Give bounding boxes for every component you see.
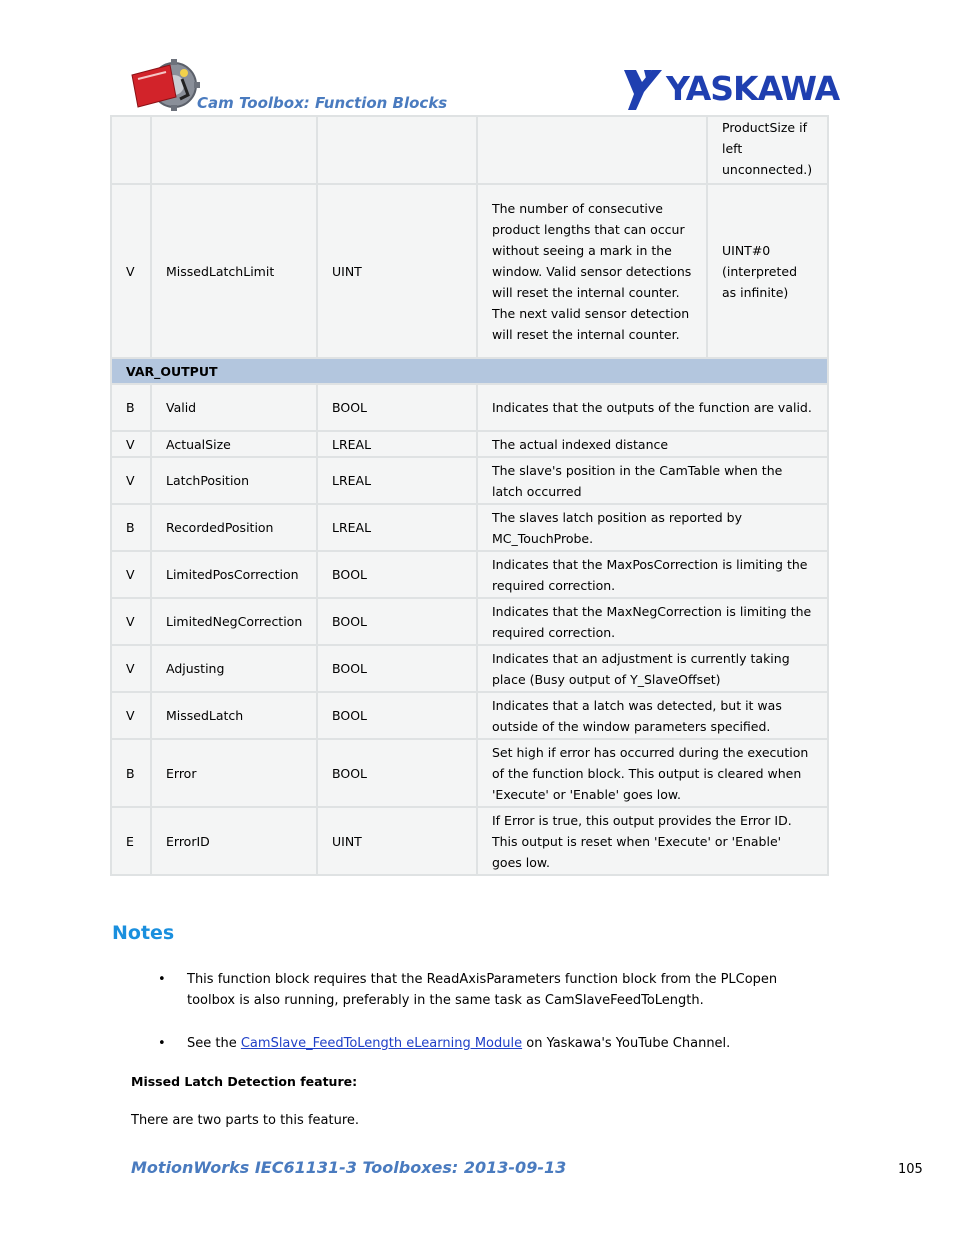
- type-cell: BOOL: [317, 645, 477, 692]
- type-cell: [317, 116, 477, 184]
- description-cell: The slave's position in the CamTable when the latch occurred: [477, 457, 828, 504]
- table-row: [111, 457, 828, 504]
- kind-cell: V: [111, 598, 151, 645]
- type-cell: BOOL: [317, 739, 477, 807]
- type-cell: UINT: [317, 807, 477, 875]
- name-cell: Error: [151, 739, 317, 807]
- note-item-elearning: [187, 1033, 827, 1054]
- document-header-title: Cam Toolbox: Function Blocks: [197, 94, 448, 112]
- bullet-icon: •: [158, 972, 166, 987]
- description-cell: The slaves latch position as reported by MC_TouchProbe.: [477, 504, 828, 551]
- table-row: [111, 551, 828, 598]
- name-cell: ActualSize: [151, 431, 317, 457]
- name-cell: ErrorID: [151, 807, 317, 875]
- kind-cell: [111, 116, 151, 184]
- name-cell: MissedLatchLimit: [151, 184, 317, 358]
- table-row: [111, 431, 828, 457]
- page-number: 105: [898, 1162, 923, 1177]
- table-row: [111, 184, 828, 358]
- name-cell: RecordedPosition: [151, 504, 317, 551]
- section-label: VAR_OUTPUT: [111, 358, 828, 384]
- default-cell: UINT#0 (interpreted as infinite): [707, 184, 828, 358]
- description-cell: Set high if error has occurred during the execution of the function block. This output is cleared when 'Execute' or 'Enable' goes low.: [477, 739, 828, 807]
- kind-cell: V: [111, 645, 151, 692]
- kind-cell: B: [111, 504, 151, 551]
- cam-toolbox-logo-icon: [130, 55, 202, 113]
- name-cell: LimitedNegCorrection: [151, 598, 317, 645]
- description-cell: The number of consecutive product lengths that can occur without seeing a mark in the window. Valid sensor detections will reset the internal counter. The next valid sensor detection will reset the internal counter.: [477, 184, 707, 358]
- note-suffix-text: on Yaskawa's YouTube Channel.: [522, 1036, 731, 1051]
- table-row: [111, 116, 828, 184]
- kind-cell: E: [111, 807, 151, 875]
- elearning-module-link[interactable]: CamSlave_FeedToLength eLearning Module: [240, 1036, 523, 1051]
- yaskawa-logo-icon: [622, 66, 844, 112]
- kind-cell: V: [111, 457, 151, 504]
- type-cell: LREAL: [317, 504, 477, 551]
- type-cell: BOOL: [317, 551, 477, 598]
- kind-cell: V: [111, 551, 151, 598]
- missed-latch-heading: Missed Latch Detection feature:: [131, 1074, 358, 1089]
- note-item-readaxis: This function block requires that the ReadAxisParameters function block from the PLCopen toolbox is also running, preferably in the same task as CamSlaveFeedToLength.: [187, 972, 778, 1008]
- table-row: [111, 692, 828, 739]
- yaskawa-logo-text: YASKAWA: [666, 69, 840, 108]
- table-row: [111, 384, 828, 431]
- description-cell: [477, 116, 707, 184]
- name-cell: LimitedPosCorrection: [151, 551, 317, 598]
- type-cell: BOOL: [317, 598, 477, 645]
- description-cell: Indicates that the MaxNegCorrection is limiting the required correction.: [477, 598, 828, 645]
- default-cell: ProductSize if left unconnected.): [707, 116, 828, 184]
- name-cell: Valid: [151, 384, 317, 431]
- table-row: [111, 645, 828, 692]
- table-row: [111, 504, 828, 551]
- description-cell: Indicates that the MaxPosCorrection is limiting the required correction.: [477, 551, 828, 598]
- feature-paragraph: There are two parts to this feature.: [131, 1113, 360, 1128]
- description-cell: Indicates that an adjustment is currently taking place (Busy output of Y_SlaveOffset): [477, 645, 828, 692]
- table-row: [111, 739, 828, 807]
- kind-cell: B: [111, 384, 151, 431]
- type-cell: LREAL: [317, 457, 477, 504]
- kind-cell: B: [111, 739, 151, 807]
- description-cell: Indicates that a latch was detected, but it was outside of the window parameters specified.: [477, 692, 828, 739]
- table-row: [111, 598, 828, 645]
- table-row: [111, 807, 828, 875]
- description-cell: Indicates that the outputs of the function are valid.: [477, 384, 828, 431]
- parameter-table: [110, 115, 829, 876]
- type-cell: BOOL: [317, 692, 477, 739]
- name-cell: Adjusting: [151, 645, 317, 692]
- description-cell: If Error is true, this output provides the Error ID. This output is reset when 'Execute' or 'Enable' goes low.: [477, 807, 828, 875]
- kind-cell: V: [111, 431, 151, 457]
- name-cell: [151, 116, 317, 184]
- description-cell: The actual indexed distance: [477, 431, 828, 457]
- note-prefix-text: See the: [187, 1036, 241, 1051]
- name-cell: MissedLatch: [151, 692, 317, 739]
- type-cell: UINT: [317, 184, 477, 358]
- kind-cell: V: [111, 692, 151, 739]
- name-cell: LatchPosition: [151, 457, 317, 504]
- notes-heading: Notes: [112, 922, 175, 944]
- kind-cell: V: [111, 184, 151, 358]
- footer-title: MotionWorks IEC61131-3 Toolboxes: 2013-09-13: [131, 1158, 567, 1177]
- bullet-icon: •: [158, 1036, 166, 1051]
- section-header-row: [111, 358, 828, 384]
- type-cell: BOOL: [317, 384, 477, 431]
- type-cell: LREAL: [317, 431, 477, 457]
